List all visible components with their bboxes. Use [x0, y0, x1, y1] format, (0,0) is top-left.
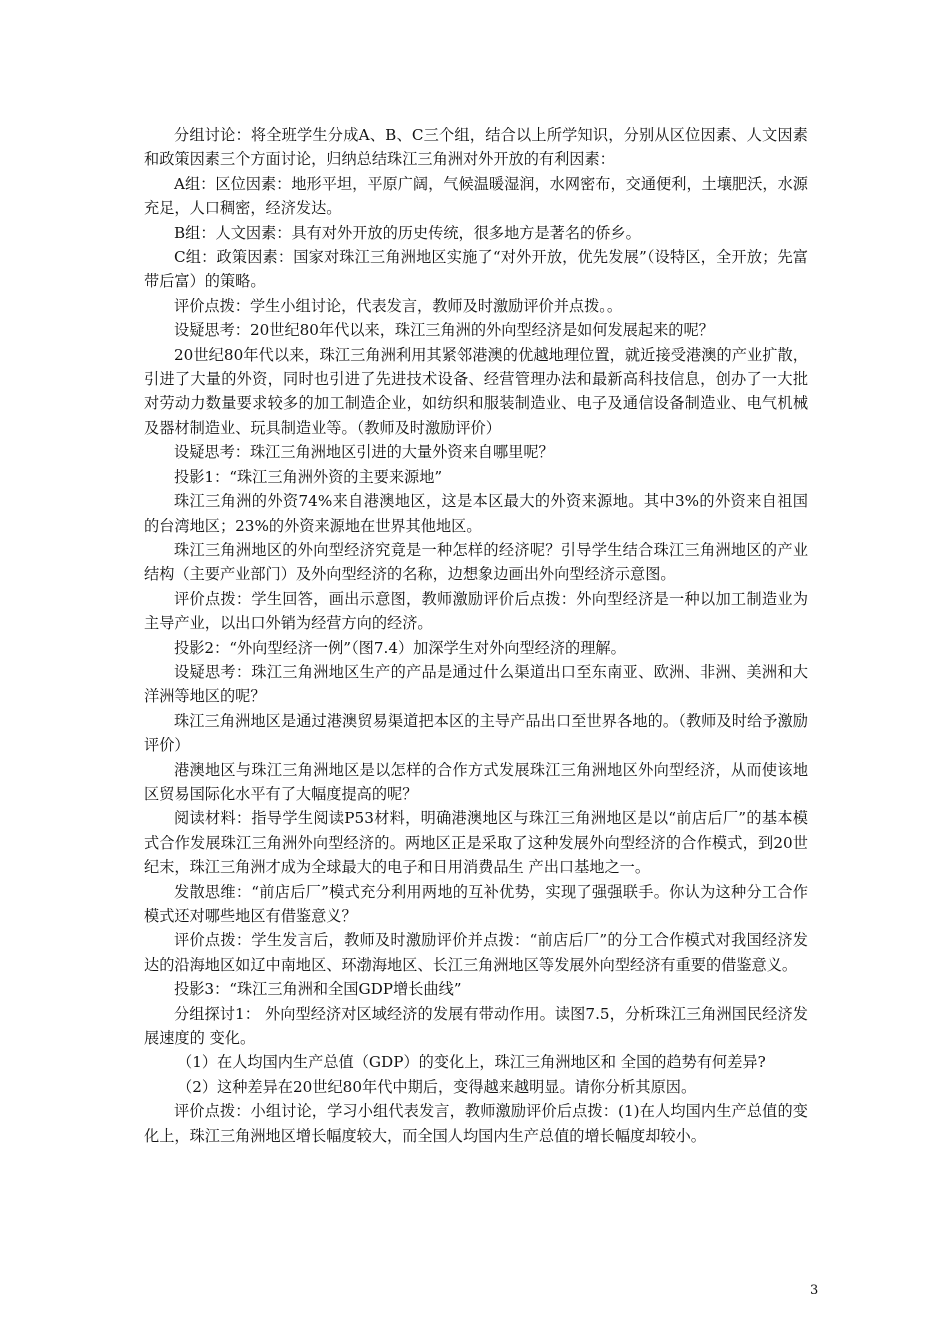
paragraph: A组：区位因素：地形平坦，平原广阔，气候温暖湿润，水网密布，交通便利，土壤肥沃，水源充足，人口稠密，经济发达。 — [144, 174, 808, 218]
paragraph: 评价点拨：小组讨论，学习小组代表发言，教师激励评价后点拨：(1)在人均国内生产总值的变化上，珠江三角洲地区增长幅度较大，而全国人均国内生产总值的增长幅度却较小。 — [144, 1102, 808, 1145]
paragraph: 设疑思考：珠江三角洲地区引进的大量外资来自哪里呢？ — [174, 443, 554, 462]
paragraph: 设疑思考：20世纪80年代以来，珠江三角洲的外向型经济是如何发展起来的呢？ — [174, 321, 714, 340]
paragraph: 投影3：“珠江三角洲和全国GDP增长曲线” — [174, 980, 462, 999]
paragraph: C组：政策因素：国家对珠江三角洲地区实施了“对外开放，优先发展”（设特区，全开放；先富带后富）的策略。 — [144, 248, 808, 291]
paragraph: 20世纪80年代以来，珠江三角洲利用其紧邻港澳的优越地理位置，就近接受港澳的产业扩散，引进了大量的外资，同时也引进了先进技术设备、经营管理办法和最新高科技信息，创办了一大批对劳动力数量要求较多的加工制造企业，如纺织和服装制造业、电子及通信设备制造业、电气机械及器材制造业、玩具制造业等。（教师及时激励评价） — [144, 345, 808, 437]
paragraph: 评价点拨：学生回答，画出示意图，教师激励评价后点拨：外向型经济是一种以加工制造业为主导产业，以出口外销为经营方向的经济。 — [144, 589, 808, 633]
paragraph: 珠江三角洲的外资74%来自港澳地区，这是本区最大的外资来源地。其中3%的外资来自祖国的台湾地区；23%的外资来源地在世界其他地区。 — [144, 492, 808, 535]
paragraph: 发散思维：“前店后厂”模式充分利用两地的互补优势，实现了强强联手。你认为这种分工合作模式还对哪些地区有借鉴意义？ — [144, 882, 808, 925]
page-number: 3 — [810, 1283, 819, 1298]
paragraph: 阅读材料：指导学生阅读P53材料，明确港澳地区与珠江三角洲地区是以“前店后厂”的基本模式合作发展珠江三角洲外向型经济的。两地区正是采取了这种发展外向型经济的合作模式，到20世纪末，珠江三角洲才成为全球最大的电子和日用消费品生 产出口基地之一。 — [144, 809, 808, 877]
paragraph: 评价点拨：学生小组讨论，代表发言，教师及时激励评价并点拨。。 — [174, 296, 623, 315]
paragraph: 投影2：“外向型经济一例”（图7.4）加深学生对外向型经济的理解。 — [174, 638, 626, 657]
paragraph: 港澳地区与珠江三角洲地区是以怎样的合作方式发展珠江三角洲地区外向型经济，从而使该地区贸易国际化水平有了大幅度提高的呢？ — [144, 760, 808, 803]
document-body — [144, 123, 808, 1148]
paragraph: 珠江三角洲地区是通过港澳贸易渠道把本区的主导产品出口至世界各地的。（教师及时给予激励评价） — [144, 711, 808, 755]
paragraph: 设疑思考：珠江三角洲地区生产的产品是通过什么渠道出口至东南亚、欧洲、非洲、美洲和大洋洲等地区的呢？ — [144, 662, 808, 706]
question-item: （2）这种差异在20世纪80年代中期后，变得越来越明显。请你分析其原因。 — [177, 1077, 697, 1096]
paragraph: B组：人文因素：具有对外开放的历史传统，很多地方是著名的侨乡。 — [174, 223, 641, 242]
paragraph: 投影1：“珠江三角洲外资的主要来源地” — [174, 467, 443, 486]
paragraph: 珠江三角洲地区的外向型经济究竟是一种怎样的经济呢？引导学生结合珠江三角洲地区的产业结构（主要产业部门）及外向型经济的名称，边想象边画出外向型经济示意图。 — [144, 540, 808, 584]
question-item: （1）在人均国内生产总值（GDP）的变化上，珠江三角洲地区和 全国的趋势有何差异? — [177, 1053, 766, 1072]
paragraph: 评价点拨：学生发言后，教师及时激励评价并点拨：“前店后厂”的分工合作模式对我国经济发达的沿海地区如辽中南地区、环渤海地区、长江三角洲地区等发展外向型经济有重要的借鉴意义。 — [144, 931, 808, 974]
paragraph: 分组探讨1： 外向型经济对区域经济的发展有带动作用。读图7.5，分析珠江三角洲国民经济发展速度的 变化。 — [144, 1004, 808, 1048]
paragraph: 分组讨论：将全班学生分成A、B、C三个组，结合以上所学知识，分别从区位因素、人文因素和政策因素三个方面讨论，归纳总结珠江三角洲对外开放的有利因素： — [144, 126, 808, 169]
